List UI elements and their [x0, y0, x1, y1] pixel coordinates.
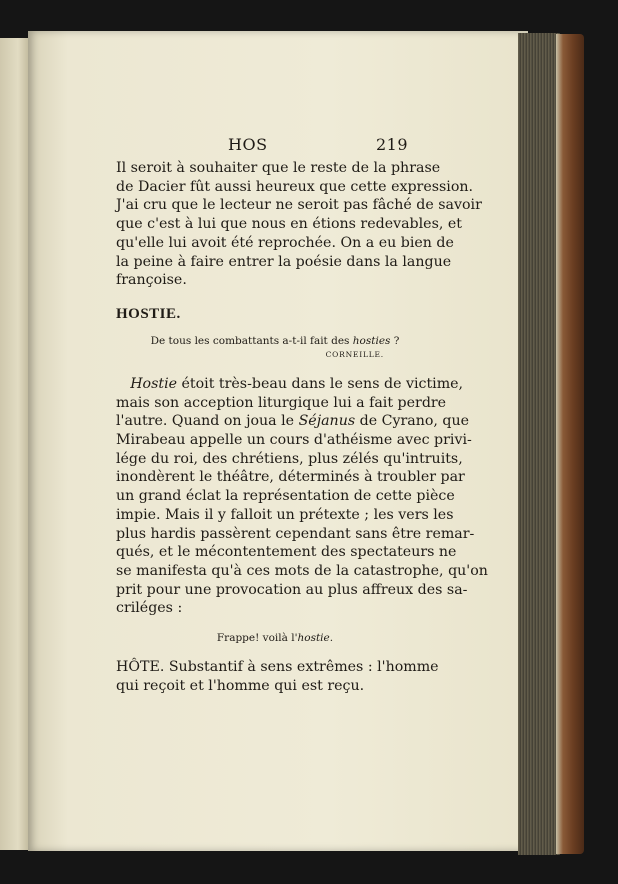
page-text: [116, 135, 488, 695]
verse-text: Frappe! voilà l': [216, 632, 298, 645]
text-line: mais son acception liturgique lui a fait perdre: [116, 394, 447, 411]
line-part: l'autre. Quand on joua le: [116, 413, 299, 430]
text-line: françoise.: [116, 272, 187, 289]
verse-quote: [116, 632, 404, 644]
book-cover: [556, 34, 584, 854]
running-head-word: HOS: [228, 135, 268, 154]
text-line: qu'elle lui avoit été reprochée. On a eu bien de: [116, 234, 454, 251]
text-line: [116, 412, 470, 431]
text-line: Mirabeau appelle un cours d'athéisme avec privi-: [116, 432, 472, 449]
text-line: qui reçoit et l'homme qui est reçu.: [116, 677, 365, 694]
line-rest: étoit très-beau dans le sens de victime,: [177, 375, 464, 392]
left-page-edge: [0, 38, 30, 850]
epigraph-italic: hosties: [352, 334, 391, 347]
verse-end: .: [329, 632, 334, 645]
verse-italic: hostie: [297, 632, 330, 645]
text-line: inondèrent le théâtre, déterminés à troubler par: [116, 469, 465, 486]
text-line: impie. Mais il y falloit un prétexte ; les vers les: [116, 506, 454, 523]
page-number: 219: [375, 135, 408, 154]
entry-heading-hostie: HOSTIE.: [116, 305, 181, 322]
text-line: criléges :: [116, 600, 183, 617]
epigraph: [116, 335, 404, 347]
text-line: qués, et le mécontentement des spectateurs ne: [116, 544, 457, 561]
line-part: de Cyrano, que: [355, 413, 470, 430]
epigraph-text: De tous les combattants a-t-il fait des: [150, 334, 353, 347]
text-line: [116, 375, 464, 394]
text-line: J'ai cru que le lecteur ne seroit pas fâché de savoir: [116, 197, 482, 214]
text-line: se manifesta qu'à ces mots de la catastrophe, qu'on: [116, 562, 488, 579]
page-edges: [518, 33, 560, 855]
epigraph-end: ?: [390, 334, 400, 347]
text-line: de Dacier fût aussi heureux que cette expression.: [116, 178, 474, 195]
paragraph-2: [116, 375, 488, 618]
epigraph-source: CORNEILLE.: [325, 349, 384, 359]
paragraph-1: [116, 159, 482, 290]
text-line: Il seroit à souhaiter que le reste de la phrase: [116, 160, 441, 176]
text-line: lége du roi, des chrétiens, plus zélés qu'intruits,: [116, 450, 463, 467]
entry-hote: [116, 658, 439, 695]
text-line: prit pour une provocation au plus affreux des sa-: [116, 581, 468, 598]
text-line: plus hardis passèrent cependant sans être remar-: [116, 525, 475, 542]
text-line: que c'est à lui que nous en étions redevables, et: [116, 216, 462, 233]
running-head: [116, 135, 408, 159]
text-line: un grand éclat la représentation de cette pièce: [116, 488, 455, 505]
italic-word: Séjanus: [298, 413, 356, 430]
text-line: HÔTE. Substantif à sens extrêmes : l'homme: [116, 659, 439, 676]
italic-word: Hostie: [130, 375, 178, 392]
text-line: la peine à faire entrer la poésie dans la langue: [116, 253, 452, 270]
